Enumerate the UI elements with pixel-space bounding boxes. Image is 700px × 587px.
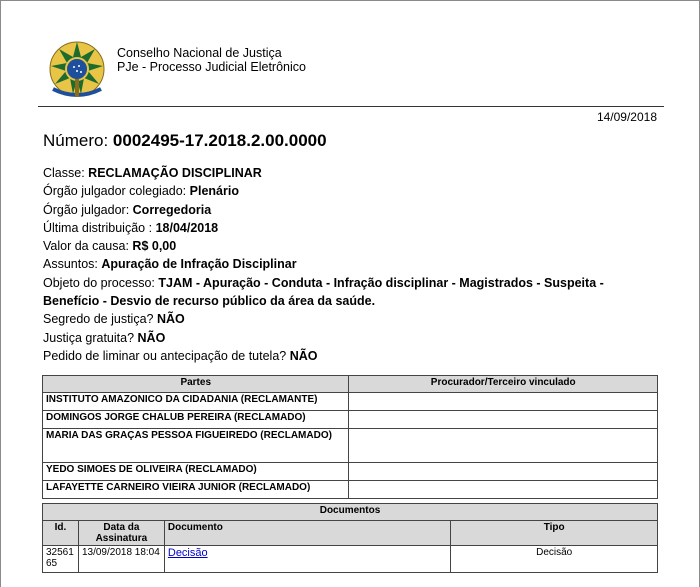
table-row: [43, 411, 658, 429]
field-value: Plenário: [189, 184, 239, 199]
party-name: DOMINGOS JORGE CHALUB PEREIRA (RECLAMADO): [43, 411, 349, 429]
party-attorney: [349, 481, 658, 499]
column-header-type: Tipo: [451, 521, 658, 546]
party-name: YEDO SIMOES DE OLIVEIRA (RECLAMADO): [43, 463, 349, 481]
field-liminar: [43, 347, 643, 365]
column-header-procurador: Procurador/Terceiro vinculado: [349, 376, 658, 393]
process-number: [43, 131, 327, 151]
field-value: Corregedoria: [132, 202, 212, 217]
field-label: Órgão julgador:: [43, 202, 130, 217]
field-label: Assuntos:: [43, 257, 98, 272]
process-number-value: 0002495-17.2018.2.00.0000: [112, 131, 327, 150]
party-attorney: [349, 393, 658, 411]
table-row: [43, 546, 658, 573]
parts-header-row: [43, 376, 658, 393]
table-row: [43, 393, 658, 411]
table-row: [43, 429, 658, 463]
field-value: NÃO: [137, 330, 166, 345]
field-label: Justiça gratuita?: [43, 330, 135, 345]
header-divider: [38, 106, 664, 107]
parts-table: [42, 375, 658, 499]
documents-title: Documentos: [43, 504, 658, 521]
system-name: PJe - Processo Judicial Eletrônico: [117, 60, 306, 74]
field-segredo: [43, 310, 643, 328]
documents-table: [42, 503, 658, 573]
field-label: Objeto do processo:: [43, 275, 155, 290]
field-gratuita: [43, 329, 643, 347]
field-label: Segredo de justiça?: [43, 312, 154, 327]
page-border-top: [0, 0, 700, 1]
table-row: [43, 481, 658, 499]
column-header-document: Documento: [164, 521, 450, 546]
page-border-left: [0, 0, 1, 587]
field-classe: [43, 164, 643, 182]
field-distribuicao: [43, 219, 643, 237]
documents-header-row: [43, 521, 658, 546]
field-assuntos: [43, 255, 643, 273]
field-value: NÃO: [156, 312, 185, 327]
document-cell: [164, 546, 450, 573]
document-date-signed: 13/09/2018 18:04: [78, 546, 164, 573]
table-row: [43, 463, 658, 481]
process-number-label: Número:: [43, 131, 109, 150]
party-attorney: [349, 411, 658, 429]
field-value: NÃO: [289, 348, 318, 363]
document-id: 3256165: [43, 546, 79, 573]
column-header-date: Data da Assinatura: [78, 521, 164, 546]
field-orgao-colegiado: [43, 182, 643, 200]
field-orgao: [43, 201, 643, 219]
party-name: MARIA DAS GRAÇAS PESSOA FIGUEIREDO (RECLAMADO): [43, 429, 349, 463]
field-valor: [43, 237, 643, 255]
field-label: Valor da causa:: [43, 239, 129, 254]
process-fields: [43, 164, 643, 365]
field-label: Última distribuição :: [43, 220, 153, 235]
brazil-coat-of-arms-icon: [47, 39, 107, 103]
field-label: Pedido de liminar ou antecipação de tutela?: [43, 348, 287, 363]
document-link[interactable]: Decisão: [167, 547, 208, 559]
org-name: Conselho Nacional de Justiça: [117, 46, 282, 60]
column-header-partes: Partes: [43, 376, 349, 393]
field-value: RECLAMAÇÃO DISCIPLINAR: [88, 166, 262, 180]
column-header-id: Id.: [43, 521, 79, 546]
documents-title-row: [43, 504, 658, 521]
party-attorney: [349, 429, 658, 463]
field-value: Apuração de Infração Disciplinar: [101, 257, 297, 272]
document-type: Decisão: [451, 546, 658, 573]
party-name: LAFAYETTE CARNEIRO VIEIRA JUNIOR (RECLAMADO): [43, 481, 349, 499]
field-value: 18/04/2018: [155, 220, 219, 235]
party-attorney: [349, 463, 658, 481]
field-value: TJAM - Apuração - Conduta - Infração disciplinar - Magistrados - Suspeita - Benefício - Desvio de recurso público da área da saúde.: [43, 275, 604, 309]
field-label: Classe:: [43, 166, 85, 180]
document-date: 14/09/2018: [596, 110, 657, 124]
field-label: Órgão julgador colegiado:: [43, 184, 187, 199]
field-objeto: [43, 274, 643, 311]
party-name: INSTITUTO AMAZONICO DA CIDADANIA (RECLAMANTE): [43, 393, 349, 411]
field-value: R$ 0,00: [132, 239, 177, 254]
